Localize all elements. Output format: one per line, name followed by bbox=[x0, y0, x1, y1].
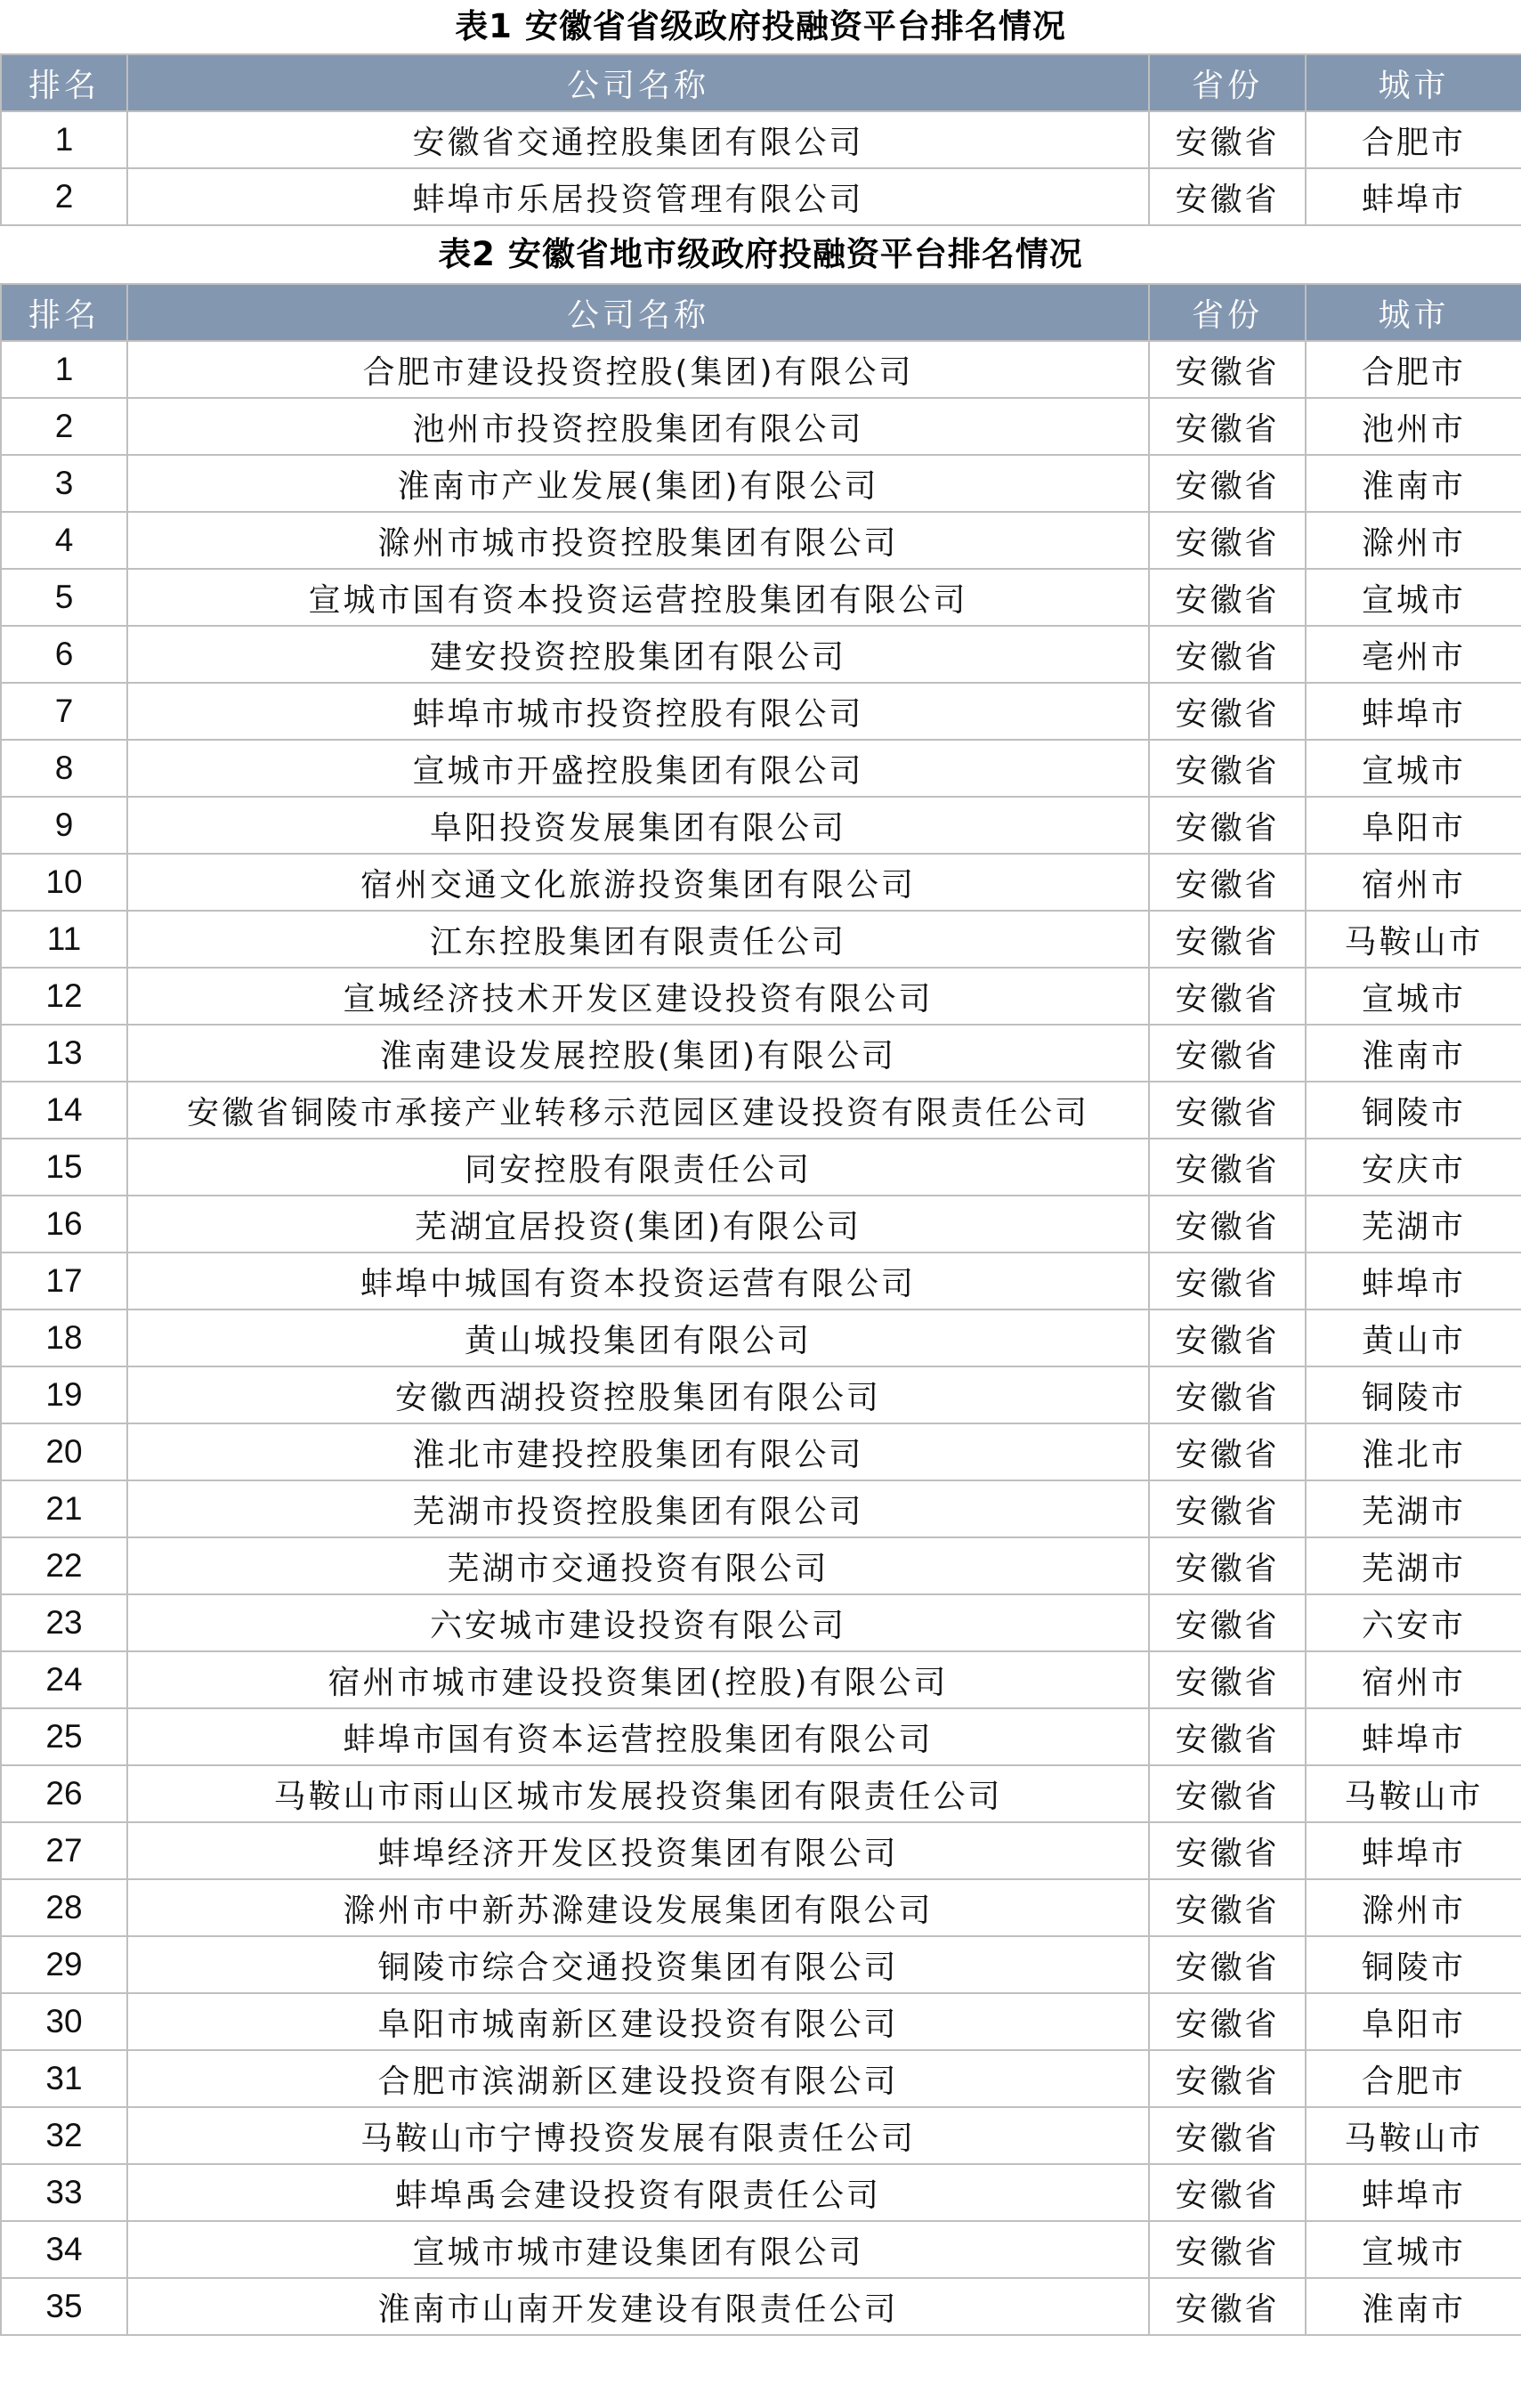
rank-cell: 18 bbox=[1, 1309, 127, 1366]
company-name-cell: 蚌埠经济开发区投资集团有限公司 bbox=[127, 1822, 1149, 1879]
province-cell: 安徽省 bbox=[1149, 1537, 1306, 1594]
province-cell: 安徽省 bbox=[1149, 512, 1306, 569]
city-cell: 铜陵市 bbox=[1306, 1936, 1521, 1993]
city-cell: 淮南市 bbox=[1306, 2278, 1521, 2335]
province-cell: 安徽省 bbox=[1149, 968, 1306, 1025]
city-cell: 滁州市 bbox=[1306, 512, 1521, 569]
province-cell: 安徽省 bbox=[1149, 1480, 1306, 1537]
province-cell: 安徽省 bbox=[1149, 1879, 1306, 1936]
company-name-cell: 建安投资控股集团有限公司 bbox=[127, 626, 1149, 683]
city-cell: 马鞍山市 bbox=[1306, 2107, 1521, 2164]
rank-cell: 5 bbox=[1, 569, 127, 626]
city-cell: 宣城市 bbox=[1306, 2221, 1521, 2278]
company-name-cell: 池州市投资控股集团有限公司 bbox=[127, 398, 1149, 455]
table-row bbox=[1, 512, 1521, 569]
province-cell: 安徽省 bbox=[1149, 854, 1306, 911]
table-row bbox=[1, 1196, 1521, 1253]
table1-header-row bbox=[1, 54, 1521, 111]
city-cell: 铜陵市 bbox=[1306, 1082, 1521, 1139]
table-row bbox=[1, 1423, 1521, 1480]
company-name-cell: 江东控股集团有限责任公司 bbox=[127, 911, 1149, 968]
rank-cell: 34 bbox=[1, 2221, 127, 2278]
city-cell: 蚌埠市 bbox=[1306, 683, 1521, 740]
rank-cell: 3 bbox=[1, 455, 127, 512]
rank-cell: 1 bbox=[1, 341, 127, 398]
rank-cell: 10 bbox=[1, 854, 127, 911]
rank-cell: 22 bbox=[1, 1537, 127, 1594]
city-cell: 合肥市 bbox=[1306, 111, 1521, 168]
city-cell: 蚌埠市 bbox=[1306, 2164, 1521, 2221]
rank-cell: 13 bbox=[1, 1025, 127, 1082]
province-cell: 安徽省 bbox=[1149, 2221, 1306, 2278]
province-cell: 安徽省 bbox=[1149, 797, 1306, 854]
rank-cell: 6 bbox=[1, 626, 127, 683]
city-cell: 蚌埠市 bbox=[1306, 1253, 1521, 1309]
city-cell: 阜阳市 bbox=[1306, 797, 1521, 854]
province-cell: 安徽省 bbox=[1149, 1708, 1306, 1765]
company-name-cell: 安徽省交通控股集团有限公司 bbox=[127, 111, 1149, 168]
table-row bbox=[1, 1936, 1521, 1993]
table1-body bbox=[1, 111, 1521, 225]
table1-header-rank: 排名 bbox=[1, 54, 127, 111]
province-cell: 安徽省 bbox=[1149, 683, 1306, 740]
rank-cell: 20 bbox=[1, 1423, 127, 1480]
rank-cell: 8 bbox=[1, 740, 127, 797]
rank-cell: 35 bbox=[1, 2278, 127, 2335]
city-cell: 宣城市 bbox=[1306, 740, 1521, 797]
table2-header-company: 公司名称 bbox=[127, 284, 1149, 341]
table2-caption: 表2 安徽省地市级政府投融资平台排名情况 bbox=[438, 235, 1083, 273]
company-name-cell: 合肥市建设投资控股(集团)有限公司 bbox=[127, 341, 1149, 398]
table-row bbox=[1, 2221, 1521, 2278]
table-row bbox=[1, 626, 1521, 683]
table-row bbox=[1, 1253, 1521, 1309]
table-row bbox=[1, 1082, 1521, 1139]
city-cell: 宿州市 bbox=[1306, 1651, 1521, 1708]
province-cell: 安徽省 bbox=[1149, 1366, 1306, 1423]
city-cell: 六安市 bbox=[1306, 1594, 1521, 1651]
company-name-cell: 蚌埠市国有资本运营控股集团有限公司 bbox=[127, 1708, 1149, 1765]
table-row bbox=[1, 1765, 1521, 1822]
table-row bbox=[1, 1708, 1521, 1765]
city-cell: 阜阳市 bbox=[1306, 1993, 1521, 2050]
province-cell: 安徽省 bbox=[1149, 1196, 1306, 1253]
province-cell: 安徽省 bbox=[1149, 569, 1306, 626]
province-cell: 安徽省 bbox=[1149, 1423, 1306, 1480]
province-cell: 安徽省 bbox=[1149, 1651, 1306, 1708]
province-cell: 安徽省 bbox=[1149, 168, 1306, 225]
rank-cell: 23 bbox=[1, 1594, 127, 1651]
company-name-cell: 合肥市滨湖新区建设投资有限公司 bbox=[127, 2050, 1149, 2107]
rank-cell: 27 bbox=[1, 1822, 127, 1879]
company-name-cell: 蚌埠中城国有资本投资运营有限公司 bbox=[127, 1253, 1149, 1309]
company-name-cell: 蚌埠市城市投资控股有限公司 bbox=[127, 683, 1149, 740]
province-cell: 安徽省 bbox=[1149, 1253, 1306, 1309]
table-row bbox=[1, 111, 1521, 168]
company-name-cell: 芜湖市投资控股集团有限公司 bbox=[127, 1480, 1149, 1537]
rank-cell: 14 bbox=[1, 1082, 127, 1139]
table2-header-row bbox=[1, 284, 1521, 341]
table2-header-rank: 排名 bbox=[1, 284, 127, 341]
city-cell: 合肥市 bbox=[1306, 341, 1521, 398]
city-cell: 铜陵市 bbox=[1306, 1366, 1521, 1423]
rank-cell: 1 bbox=[1, 111, 127, 168]
company-name-cell: 宿州交通文化旅游投资集团有限公司 bbox=[127, 854, 1149, 911]
city-cell: 淮南市 bbox=[1306, 1025, 1521, 1082]
table-row bbox=[1, 1594, 1521, 1651]
province-cell: 安徽省 bbox=[1149, 2107, 1306, 2164]
company-name-cell: 滁州市中新苏滁建设发展集团有限公司 bbox=[127, 1879, 1149, 1936]
rank-cell: 21 bbox=[1, 1480, 127, 1537]
company-name-cell: 同安控股有限责任公司 bbox=[127, 1139, 1149, 1196]
table2-header-city: 城市 bbox=[1306, 284, 1521, 341]
rank-cell: 4 bbox=[1, 512, 127, 569]
company-name-cell: 滁州市城市投资控股集团有限公司 bbox=[127, 512, 1149, 569]
table-row bbox=[1, 683, 1521, 740]
table1-header-company: 公司名称 bbox=[127, 54, 1149, 111]
company-name-cell: 淮南建设发展控股(集团)有限公司 bbox=[127, 1025, 1149, 1082]
city-cell: 池州市 bbox=[1306, 398, 1521, 455]
table-row bbox=[1, 2050, 1521, 2107]
company-name-cell: 淮北市建投控股集团有限公司 bbox=[127, 1423, 1149, 1480]
rank-cell: 15 bbox=[1, 1139, 127, 1196]
company-name-cell: 黄山城投集团有限公司 bbox=[127, 1309, 1149, 1366]
city-cell: 芜湖市 bbox=[1306, 1537, 1521, 1594]
table-row bbox=[1, 341, 1521, 398]
province-cell: 安徽省 bbox=[1149, 1993, 1306, 2050]
city-cell: 亳州市 bbox=[1306, 626, 1521, 683]
city-cell: 黄山市 bbox=[1306, 1309, 1521, 1366]
city-cell: 淮南市 bbox=[1306, 455, 1521, 512]
company-name-cell: 宣城经济技术开发区建设投资有限公司 bbox=[127, 968, 1149, 1025]
company-name-cell: 芜湖宜居投资(集团)有限公司 bbox=[127, 1196, 1149, 1253]
table-row bbox=[1, 2164, 1521, 2221]
company-name-cell: 淮南市产业发展(集团)有限公司 bbox=[127, 455, 1149, 512]
table-row bbox=[1, 740, 1521, 797]
province-cell: 安徽省 bbox=[1149, 341, 1306, 398]
table-row bbox=[1, 854, 1521, 911]
province-cell: 安徽省 bbox=[1149, 740, 1306, 797]
rank-cell: 17 bbox=[1, 1253, 127, 1309]
province-cell: 安徽省 bbox=[1149, 398, 1306, 455]
table-row bbox=[1, 1480, 1521, 1537]
rank-cell: 28 bbox=[1, 1879, 127, 1936]
province-cell: 安徽省 bbox=[1149, 455, 1306, 512]
table-row bbox=[1, 1879, 1521, 1936]
company-name-cell: 马鞍山市宁博投资发展有限责任公司 bbox=[127, 2107, 1149, 2164]
table-row bbox=[1, 968, 1521, 1025]
rank-cell: 2 bbox=[1, 398, 127, 455]
rank-cell: 30 bbox=[1, 1993, 127, 2050]
city-cell: 宿州市 bbox=[1306, 854, 1521, 911]
table2-body bbox=[1, 341, 1521, 2335]
city-cell: 滁州市 bbox=[1306, 1879, 1521, 1936]
company-name-cell: 安徽西湖投资控股集团有限公司 bbox=[127, 1366, 1149, 1423]
company-name-cell: 阜阳投资发展集团有限公司 bbox=[127, 797, 1149, 854]
rank-cell: 12 bbox=[1, 968, 127, 1025]
table-row bbox=[1, 2278, 1521, 2335]
table-row bbox=[1, 1366, 1521, 1423]
company-name-cell: 马鞍山市雨山区城市发展投资集团有限责任公司 bbox=[127, 1765, 1149, 1822]
city-cell: 马鞍山市 bbox=[1306, 1765, 1521, 1822]
company-name-cell: 宣城市开盛控股集团有限公司 bbox=[127, 740, 1149, 797]
company-name-cell: 蚌埠市乐居投资管理有限公司 bbox=[127, 168, 1149, 225]
province-cell: 安徽省 bbox=[1149, 1765, 1306, 1822]
province-cell: 安徽省 bbox=[1149, 1594, 1306, 1651]
table-row bbox=[1, 1651, 1521, 1708]
city-cell: 蚌埠市 bbox=[1306, 1708, 1521, 1765]
rank-cell: 19 bbox=[1, 1366, 127, 1423]
company-name-cell: 宣城市城市建设集团有限公司 bbox=[127, 2221, 1149, 2278]
rank-cell: 9 bbox=[1, 797, 127, 854]
rank-cell: 29 bbox=[1, 1936, 127, 1993]
province-cell: 安徽省 bbox=[1149, 2050, 1306, 2107]
province-cell: 安徽省 bbox=[1149, 1936, 1306, 1993]
company-name-cell: 六安城市建设投资有限公司 bbox=[127, 1594, 1149, 1651]
city-cell: 淮北市 bbox=[1306, 1423, 1521, 1480]
table-row bbox=[1, 168, 1521, 225]
rank-cell: 24 bbox=[1, 1651, 127, 1708]
province-cell: 安徽省 bbox=[1149, 1025, 1306, 1082]
table-row bbox=[1, 1822, 1521, 1879]
province-cell: 安徽省 bbox=[1149, 1309, 1306, 1366]
rank-cell: 32 bbox=[1, 2107, 127, 2164]
company-name-cell: 淮南市山南开发建设有限责任公司 bbox=[127, 2278, 1149, 2335]
company-name-cell: 阜阳市城南新区建设投资有限公司 bbox=[127, 1993, 1149, 2050]
company-name-cell: 铜陵市综合交通投资集团有限公司 bbox=[127, 1936, 1149, 1993]
city-cell: 安庆市 bbox=[1306, 1139, 1521, 1196]
rank-cell: 31 bbox=[1, 2050, 127, 2107]
city-cell: 马鞍山市 bbox=[1306, 911, 1521, 968]
table2 bbox=[0, 283, 1521, 2336]
table1-caption: 表1 安徽省省级政府投融资平台排名情况 bbox=[455, 7, 1066, 45]
city-cell: 蚌埠市 bbox=[1306, 168, 1521, 225]
company-name-cell: 宣城市国有资本投资运营控股集团有限公司 bbox=[127, 569, 1149, 626]
company-name-cell: 蚌埠禹会建设投资有限责任公司 bbox=[127, 2164, 1149, 2221]
rank-cell: 7 bbox=[1, 683, 127, 740]
city-cell: 宣城市 bbox=[1306, 569, 1521, 626]
city-cell: 蚌埠市 bbox=[1306, 1822, 1521, 1879]
province-cell: 安徽省 bbox=[1149, 911, 1306, 968]
table-row bbox=[1, 1537, 1521, 1594]
province-cell: 安徽省 bbox=[1149, 111, 1306, 168]
rank-cell: 11 bbox=[1, 911, 127, 968]
table-row bbox=[1, 569, 1521, 626]
table-row bbox=[1, 911, 1521, 968]
province-cell: 安徽省 bbox=[1149, 626, 1306, 683]
table2-header-province: 省份 bbox=[1149, 284, 1306, 341]
table-row bbox=[1, 1025, 1521, 1082]
rank-cell: 25 bbox=[1, 1708, 127, 1765]
company-name-cell: 安徽省铜陵市承接产业转移示范园区建设投资有限责任公司 bbox=[127, 1082, 1149, 1139]
province-cell: 安徽省 bbox=[1149, 1082, 1306, 1139]
city-cell: 宣城市 bbox=[1306, 968, 1521, 1025]
city-cell: 合肥市 bbox=[1306, 2050, 1521, 2107]
table-row bbox=[1, 455, 1521, 512]
company-name-cell: 芜湖市交通投资有限公司 bbox=[127, 1537, 1149, 1594]
table-row bbox=[1, 1139, 1521, 1196]
table-row bbox=[1, 1309, 1521, 1366]
province-cell: 安徽省 bbox=[1149, 1822, 1306, 1879]
table1-header-province: 省份 bbox=[1149, 54, 1306, 111]
table-row bbox=[1, 2107, 1521, 2164]
rank-cell: 16 bbox=[1, 1196, 127, 1253]
table1 bbox=[0, 53, 1521, 226]
table-row bbox=[1, 797, 1521, 854]
table-row bbox=[1, 398, 1521, 455]
city-cell: 芜湖市 bbox=[1306, 1196, 1521, 1253]
table-row bbox=[1, 1993, 1521, 2050]
province-cell: 安徽省 bbox=[1149, 2164, 1306, 2221]
rank-cell: 26 bbox=[1, 1765, 127, 1822]
rank-cell: 33 bbox=[1, 2164, 127, 2221]
table1-header-city: 城市 bbox=[1306, 54, 1521, 111]
province-cell: 安徽省 bbox=[1149, 1139, 1306, 1196]
city-cell: 芜湖市 bbox=[1306, 1480, 1521, 1537]
province-cell: 安徽省 bbox=[1149, 2278, 1306, 2335]
rank-cell: 2 bbox=[1, 168, 127, 225]
company-name-cell: 宿州市城市建设投资集团(控股)有限公司 bbox=[127, 1651, 1149, 1708]
